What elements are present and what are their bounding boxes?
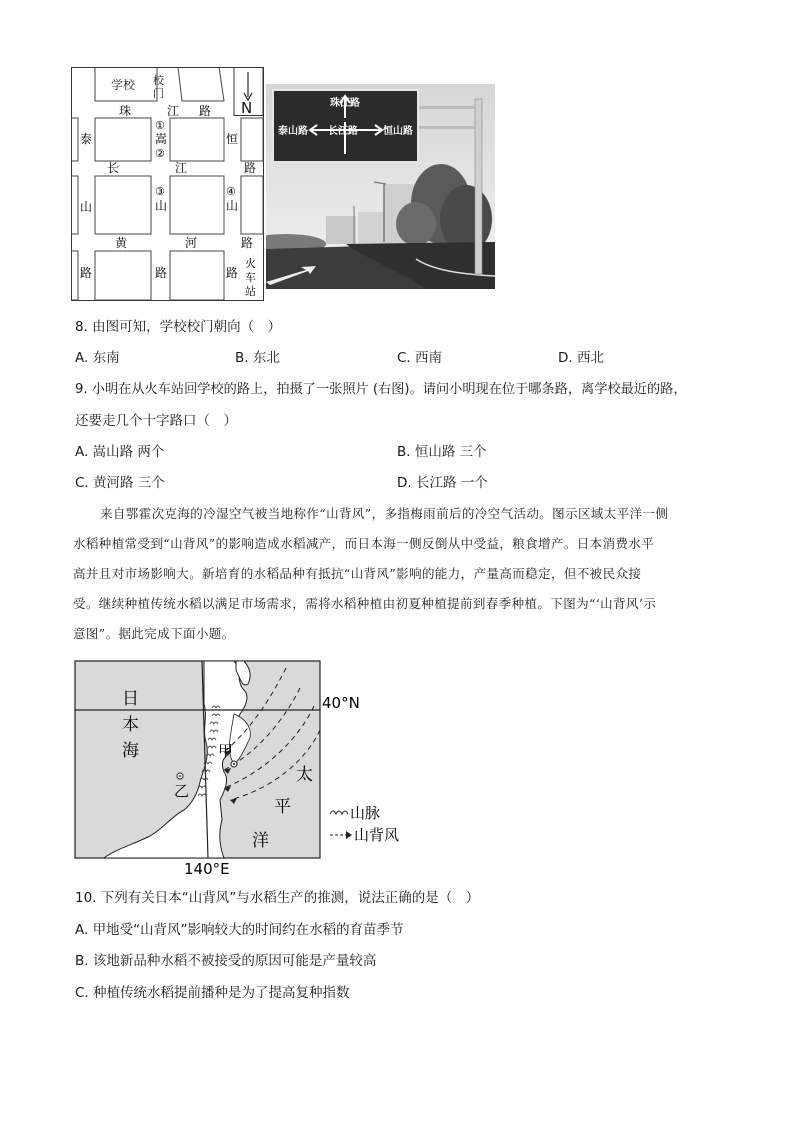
sea-japan-1: 日 <box>122 689 139 709</box>
lat-label: 40°N <box>322 694 360 712</box>
pacific-1: 太 <box>296 765 313 785</box>
marker-3: ③ <box>155 185 165 198</box>
road-hengshan-1: 恒 <box>226 132 239 146</box>
q9-option-a[interactable]: A. 嵩山路 两个 <box>75 444 165 460</box>
label-yi: 乙 <box>174 782 190 800</box>
q8-option-a[interactable]: A. 东南 <box>75 350 120 366</box>
passage-line-1: 来自鄂霍次克海的冷湿空气被当地称作“山背风”，多指梅雨前后的冷空气活动。图示区域太平洋一侧 <box>100 506 669 521</box>
legend-wind <box>330 826 399 844</box>
sign-right: 恒山路 <box>383 126 413 137</box>
gate-char-2: 门 <box>153 87 164 100</box>
gate-char-1: 校 <box>153 74 164 87</box>
road-taishan-3: 路 <box>80 266 93 280</box>
station-3: 站 <box>245 285 256 298</box>
q9-stem-line1: 9. 小明在从火车站回学校的路上，拍摄了一张照片 (右图)。请问小明现在位于哪条路，离学校最近的路， <box>75 382 687 397</box>
sea-japan-3: 海 <box>122 741 139 761</box>
legend-mountain <box>330 804 380 822</box>
road-huanghe-1: 黄 <box>115 236 128 250</box>
road-huanghe-2: 河 <box>185 236 198 250</box>
q8-option-d[interactable]: D. 西北 <box>558 350 604 366</box>
road-huanghe-3: 路 <box>241 236 254 250</box>
road-changjiang-3: 路 <box>244 161 257 175</box>
q10-option-c[interactable]: C. 种植传统水稻提前播种是为了提高复种指数 <box>75 985 350 1001</box>
legend-wind-label: 山背风 <box>354 826 400 844</box>
marker-4: ④ <box>226 185 236 198</box>
q8-option-b[interactable]: B. 东北 <box>235 350 280 366</box>
lon-label: 140°E <box>184 860 230 878</box>
passage-line-2: 水稻种植常受到“山背风”的影响造成水稻减产，而日本海一侧反倒从中受益，粮食增产。日本消费水平 <box>73 536 655 551</box>
road-songshan-2: 山 <box>155 199 168 213</box>
road-hengshan-3: 路 <box>226 266 239 280</box>
passage-line-3: 高并且对市场影响大。新培育的水稻品种有抵抗“山背风”影响的能力，产量高而稳定，但不被民众接 <box>73 566 642 581</box>
road-taishan-1: 泰 <box>80 132 93 146</box>
marker-2: ② <box>155 147 165 160</box>
label-jia: 甲 <box>218 742 234 760</box>
sign-left: 泰山路 <box>278 126 308 137</box>
q8-stem: 8. 由图可知，学校校门朝向（ ） <box>75 319 282 335</box>
road-songshan-1: 嵩 <box>155 132 168 146</box>
road-changjiang-1: 长 <box>107 161 120 175</box>
legend-mountain-label: 山脉 <box>350 804 381 822</box>
north-label: N <box>241 99 253 117</box>
q10-option-b[interactable]: B. 该地新品种水稻不被接受的原因可能是产量较高 <box>75 953 377 969</box>
sign-top: 珠江路 <box>330 98 360 109</box>
pacific-2: 平 <box>274 797 291 817</box>
q8-option-c[interactable]: C. 西南 <box>397 350 443 366</box>
road-hengshan-2: 山 <box>226 199 239 213</box>
yamase-wind-map <box>74 660 424 880</box>
road-zhujiang-3: 路 <box>199 104 212 118</box>
q9-option-c[interactable]: C. 黄河路 三个 <box>75 475 165 491</box>
road-zhujiang-2: 江 <box>167 104 180 118</box>
road-taishan-2: 山 <box>80 200 93 214</box>
sea-japan-2: 本 <box>122 715 139 735</box>
pacific-3: 洋 <box>252 831 269 851</box>
road-zhujiang-1: 珠 <box>119 104 132 118</box>
road-changjiang-2: 江 <box>175 161 188 175</box>
q10-option-a[interactable]: A. 甲地受“山背风”影响较大的时间约在水稻的育苗季节 <box>75 922 404 938</box>
road-songshan-3: 路 <box>155 266 168 280</box>
school-label: 学校 <box>111 78 136 92</box>
q9-option-d[interactable]: D. 长江路 一个 <box>397 475 488 491</box>
q9-option-b[interactable]: B. 恒山路 三个 <box>397 444 487 460</box>
station-2: 车 <box>245 271 256 284</box>
sign-center: 长江路 <box>328 126 358 137</box>
station-1: 火 <box>245 257 256 270</box>
marker-1: ① <box>155 119 165 132</box>
q9-stem-line2: 还要走几个十字路口（ ） <box>75 413 237 429</box>
passage-line-4: 受。继续种植传统水稻以满足市场需求，需将水稻种植由初夏种植提前到春季种植。下图为“‘山背风’示 <box>73 596 657 611</box>
street-map <box>71 67 264 301</box>
road-sign-photo <box>266 84 495 289</box>
passage-line-5: 意图”。据此完成下面小题。 <box>73 626 235 641</box>
q10-stem: 10. 下列有关日本“山背风”与水稻生产的推测，说法正确的是（ ） <box>75 890 480 906</box>
